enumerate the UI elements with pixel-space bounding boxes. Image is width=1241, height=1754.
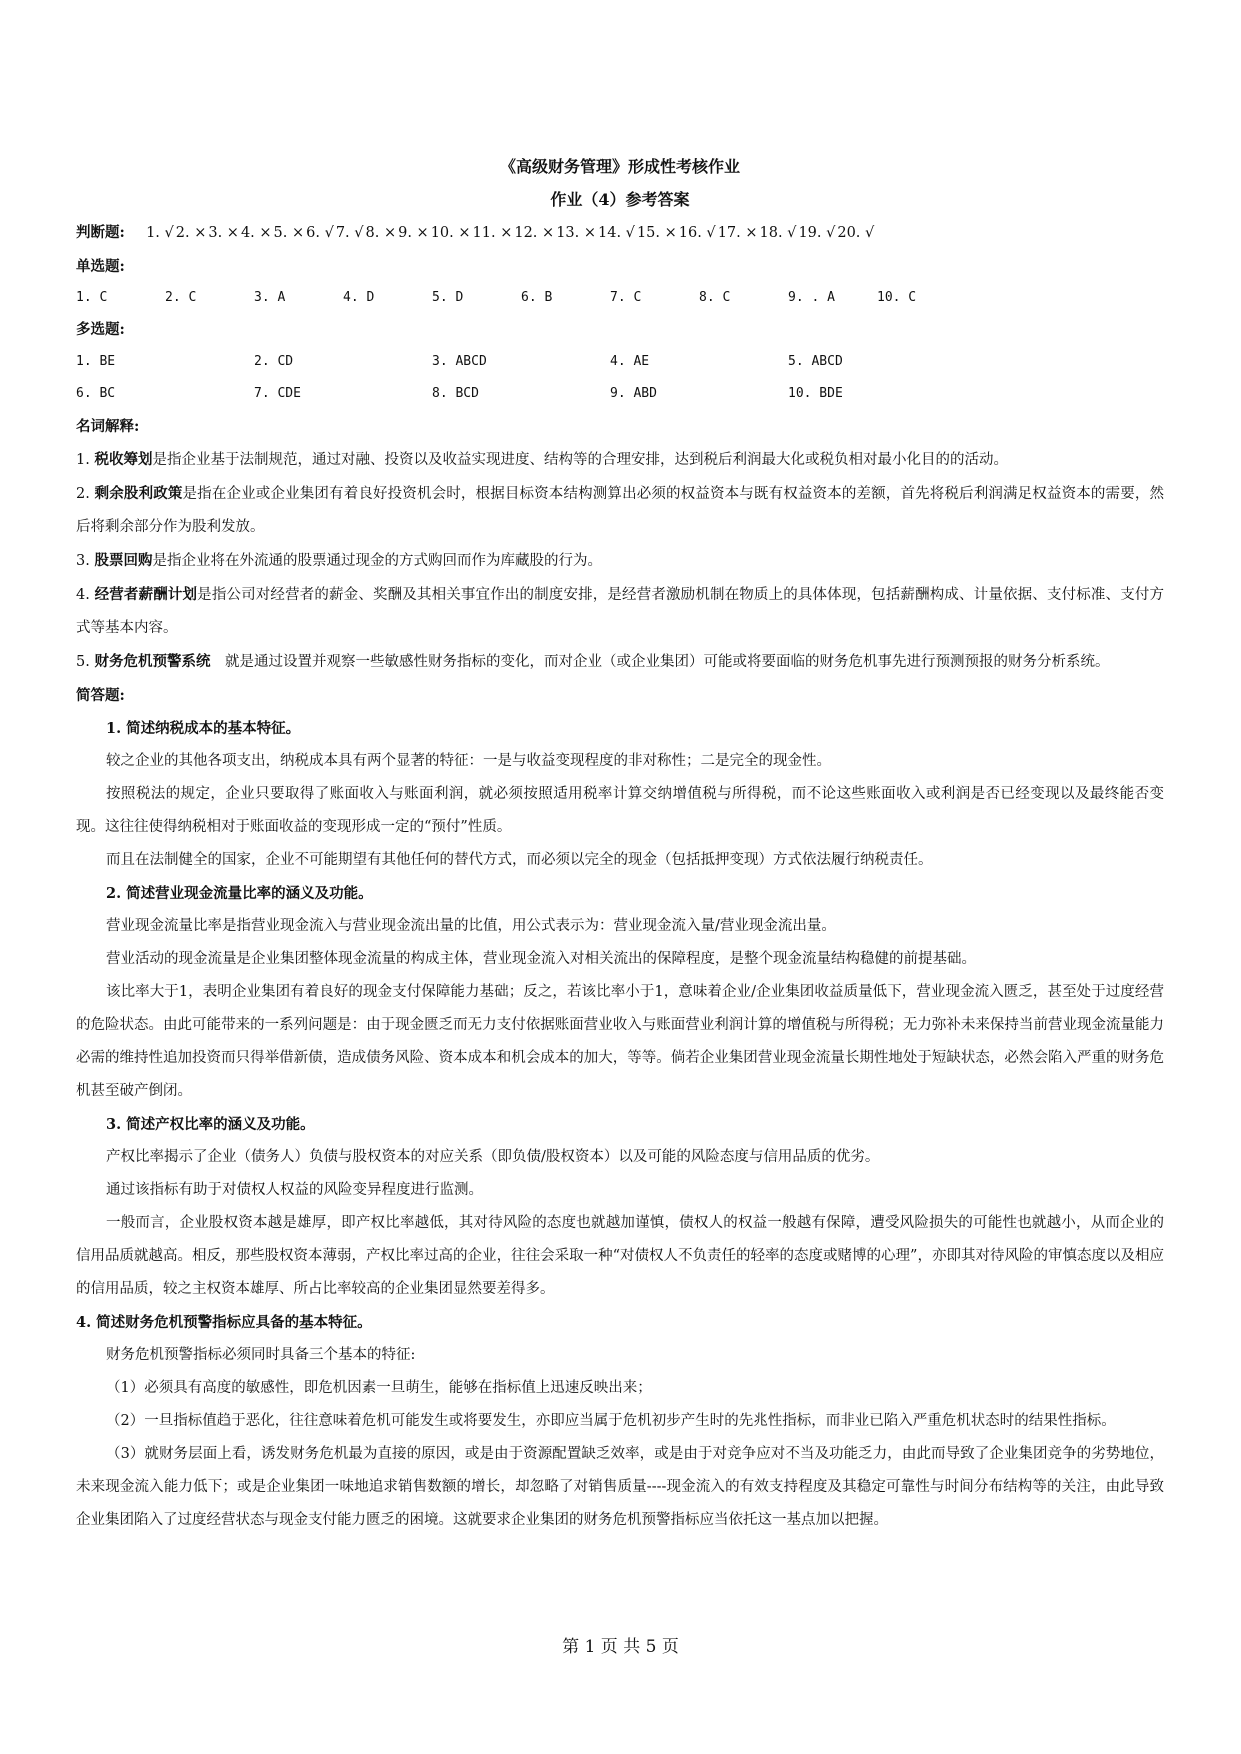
term-name: 经营者薪酬计划 [94,586,198,603]
term-number: 2. [76,486,95,502]
short-q4-paragraph: 财务危机预警指标必须同时具备三个基本的特征: [106,1347,416,1363]
term-number: 5. [76,654,95,670]
single-answer: 1. C [76,290,108,305]
judgment-label: 判断题: [76,224,125,241]
single-answers [76,283,1164,313]
multiple-answer: 7. CDE [254,386,301,401]
short-q1-paragraph: 较之企业的其他各项支出，纳税成本具有两个显著的特征：一是与收益变现程度的非对称性；二是完全的现金性。 [106,753,831,769]
judgment-answer: 5. × [273,225,305,241]
judgment-answer: 18. √ [759,225,797,241]
short-q2-title: 2. 简述营业现金流量比率的涵义及功能。 [106,885,373,902]
single-answer: 4. D [343,290,375,305]
single-answer: 8. C [699,290,731,305]
judgment-answer: 19. √ [798,225,836,241]
short-label: 简答题: [76,687,125,704]
judgment-answer: 12. × [514,225,555,241]
multiple-answer: 6. BC [76,386,116,401]
term-definition: 是指企业基于法制规范，通过对融、投资以及收益实现进度、结构等的合理安排，达到税后利润最大化或税负相对最小化目的的活动。 [152,452,1008,468]
short-q4-paragraph: （3）就财务层面上看，诱发财务危机最为直接的原因，或是由于资源配置缺乏效率，或是由于对竞争应对不当及功能乏力，由此而导致了企业集团竞争的劣势地位，未来现金流入能力低下；或是企业集团一味地追求销售数额的增长，却忽略了对销售质量----现金流入的有效支持程度及其稳定可靠性与时间分布结构等的关注，由此导致企业集团陷入了过度经营状态与现金支付能力匮乏的困境。这就要求企业集团的财务危机预警指标应当依托这一基点加以把握。 [76,1446,1164,1528]
short-q2-paragraph: 营业活动的现金流量是企业集团整体现金流量的构成主体，营业现金流入对相关流出的保障程度，是整个现金流量结构稳健的前提基础。 [106,951,976,967]
judgment-answer: 3. × [208,225,239,241]
term-item [76,477,1164,544]
multiple-answers-row-2 [76,378,1164,410]
short-q4-paragraph: （2）一旦指标值趋于恶化，往往意味着危机可能发生或将要发生，亦即应当属于危机初步产生时的先兆性指标，而非业已陷入严重危机状态时的结果性指标。 [106,1413,1116,1429]
judgment-answer: 6. √ [306,225,334,241]
term-name: 财务危机预警系统 [94,653,211,670]
multiple-answer: 9. ABD [610,386,657,401]
judgment-answer: 1. √ [146,225,174,241]
document-subtitle: 作业（4）参考答案 [550,190,690,209]
judgment-answer: 4. × [240,225,272,241]
multiple-answer: 10. BDE [788,386,843,401]
term-number: 4. [76,587,95,603]
judgment-answer: 10. × [430,225,471,241]
term-definition: 是指公司对经营者的薪金、奖酬及其相关事宜作出的制度安排，是经营者激励机制在物质上的具体体现，包括薪酬构成、计量依据、支付标准、支付方式等基本内容。 [76,587,1165,636]
term-item [76,645,1164,679]
term-definition: 是指在企业或企业集团有着良好投资机会时，根据目标资本结构测算出必须的权益资本与既有权益资本的差额，首先将税后利润满足权益资本的需要，然后将剩余部分作为股利发放。 [76,486,1165,535]
short-q3-paragraph: 产权比率揭示了企业（债务人）负债与股权资本的对应关系（即负债/股权资本）以及可能的风险态度与信用品质的优劣。 [106,1149,880,1165]
term-number: 3. [76,553,95,569]
short-q1-title: 1. 简述纳税成本的基本特征。 [106,720,301,737]
term-number: 1. [76,452,95,468]
term-definition: 是指企业将在外流通的股票通过现金的方式购回而作为库藏股的行为。 [152,553,602,569]
judgment-answer: 16. √ [678,225,716,241]
short-q3-paragraph: 通过该指标有助于对债权人权益的风险变异程度进行监测。 [106,1182,483,1198]
multiple-answer: 3. ABCD [432,354,487,369]
term-name: 股票回购 [94,552,153,569]
judgment-answers [146,225,876,241]
single-answer: 10. C [877,290,917,305]
judgment-answer: 8. × [365,225,397,241]
multiple-label: 多选题: [76,321,125,338]
single-answer: 6. B [521,290,553,305]
judgment-answer: 17. × [717,225,758,241]
term-item [76,544,1164,578]
document-title: 《高级财务管理》形成性考核作业 [499,157,740,176]
multiple-answer: 2. CD [254,354,294,369]
judgment-answer: 14. √ [598,225,635,241]
judgment-answer: 2. × [175,225,207,241]
short-q4-paragraph: （1）必须具有高度的敏感性，即危机因素一旦萌生，能够在指标值上迅速反映出来； [106,1380,652,1396]
judgment-answer: 11. × [472,225,513,241]
short-q1-paragraph: 而且在法制健全的国家，企业不可能期望有其他任何的替代方式，而必须以完全的现金（包括抵押变现）方式依法履行纳税责任。 [106,852,933,868]
judgment-answer: 7. √ [335,225,364,241]
short-q4-title: 4. 简述财务危机预警指标应具备的基本特征。 [76,1314,372,1331]
term-name: 税收筹划 [94,451,153,468]
multiple-answer: 5. ABCD [788,354,843,369]
multiple-answers-row-1 [76,346,1164,378]
single-label: 单选题: [76,258,125,275]
multiple-answer: 1. BE [76,354,116,369]
judgment-answer: 13. × [556,225,597,241]
judgment-answer: 20. √ [837,225,875,241]
short-q1-paragraph: 按照税法的规定，企业只要取得了账面收入与账面利润，就必须按照适用税率计算交纳增值税与所得税，而不论这些账面收入或利润是否已经变现以及最终能否变现。这往往使得纳税相对于账面收益的变现形成一定的“预付”性质。 [76,786,1164,835]
single-answer: 7. C [610,290,642,305]
term-definition: 就是通过设置并观察一些敏感性财务指标的变化，而对企业（或企业集团）可能或将要面临的财务危机事先进行预测预报的财务分析系统。 [210,654,1110,670]
single-answer: 9. . A [788,290,835,305]
judgment-answer: 9. × [398,225,429,241]
term-item [76,443,1164,477]
short-q3-paragraph: 一般而言，企业股权资本越是雄厚，即产权比率越低，其对待风险的态度也就越加谨慎，债权人的权益一般越有保障，遭受风险损失的可能性也就越小，从而企业的信用品质就越高。相反，那些股权资本薄弱，产权比率过高的企业，往往会采取一种“对债权人不负责任的轻率的态度或赌博的心理”，亦即其对待风险的审慎态度以及相应的信用品质，较之主权资本雄厚、所占比率较高的企业集团显然要差得多。 [76,1215,1164,1297]
term-name: 剩余股利政策 [94,485,183,502]
single-answer: 2. C [165,290,197,305]
short-q2-paragraph: 营业现金流量比率是指营业现金流入与营业现金流出量的比值，用公式表示为：营业现金流入量/营业现金流出量。 [106,918,836,934]
term-item [76,578,1164,645]
document-page [76,150,1164,1537]
page-footer: 第 1 页 共 5 页 [562,1637,679,1657]
short-q2-paragraph: 该比率大于1，表明企业集团有着良好的现金支付保障能力基础；反之，若该比率小于1，意味着企业/企业集团收益质量低下，营业现金流入匮乏，甚至处于过度经营的危险状态。由此可能带来的一系列问题是：由于现金匮乏而无力支付依据账面营业收入与账面营业利润计算的增值税与所得税；无力弥补未来保持当前营业现金流量能力必需的维持性追加投资而只得举借新债，造成债务风险、资本成本和机会成本的加大，等等。倘若企业集团营业现金流量长期性地处于短缺状态，必然会陷入严重的财务危机甚至破产倒闭。 [76,984,1164,1099]
short-q3-title: 3. 简述产权比率的涵义及功能。 [106,1116,315,1133]
single-answer: 5. D [432,290,464,305]
multiple-answer: 4. AE [610,354,650,369]
judgment-section [76,216,1164,250]
multiple-answer: 8. BCD [432,386,479,401]
terms-label: 名词解释: [76,418,140,435]
terms-list [76,443,1164,679]
single-answer: 3. A [254,290,286,305]
judgment-answer: 15. × [636,225,677,241]
